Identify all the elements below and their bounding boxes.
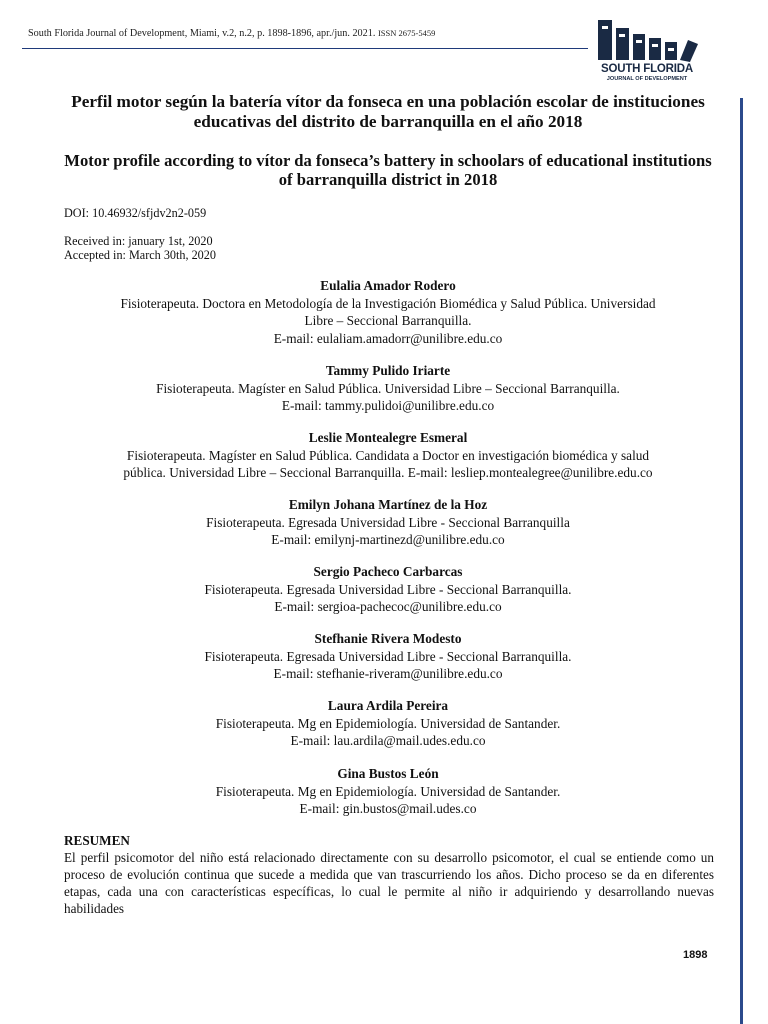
side-divider [740,98,743,1024]
abstract-heading: RESUMEN [64,833,130,848]
author-affiliation: pública. Universidad Libre – Seccional Barranquilla. E-mail: lesliep.montealegree@unilibre.edu.co [123,465,653,481]
author-affiliation: Fisioterapeuta. Egresada Universidad Libre - Seccional Barranquilla [206,514,570,530]
author-name: Emilyn Johana Martínez de la Hoz [288,497,488,512]
author-name: Tammy Pulido Iriarte [325,363,451,378]
author-block [60,277,716,347]
journal-header [28,28,498,39]
journal-issn: ISSN 2675-5459 [377,28,436,38]
author-name: Leslie Montealegre Esmeral [308,430,468,445]
author-email: E-mail: lau.ardila@mail.udes.edu.co [290,733,486,749]
author-name: Gina Bustos León [337,766,439,781]
author-email: E-mail: eulaliam.amadorr@unilibre.edu.co [273,330,503,346]
author-block [60,630,716,683]
author-block [60,765,716,818]
page-number: 1898 [683,949,708,961]
author-affiliation: Fisioterapeuta. Egresada Universidad Libre - Seccional Barranquilla. [204,648,572,664]
author-email: E-mail: emilynj-martinezd@unilibre.edu.co [271,532,505,548]
title-english: Motor profile according to vítor da fonseca’s battery in schoolars of educational institutions of barranquilla district in 2018 [64,151,712,189]
doi: DOI: 10.46932/sfjdv2n2-059 [64,206,207,220]
author-email: E-mail: tammy.pulidoi@unilibre.edu.co [281,398,495,414]
title-spanish: Perfil motor según la batería vítor da fonseca en una población escolar de instituciones educativas del distrito de barranquilla en el año 2018 [71,92,705,131]
author-block [60,563,716,616]
author-email: E-mail: stefhanie-riveram@unilibre.edu.co [273,666,503,682]
author-affiliation: Fisioterapeuta. Doctora en Metodología de la Investigación Biomédica y Salud Pública. Universidad [120,295,656,311]
author-email: E-mail: sergioa-pachecoc@unilibre.edu.co [274,599,502,615]
author-block [60,362,716,415]
author-affiliation: Libre – Seccional Barranquilla. [304,313,472,329]
author-affiliation: Fisioterapeuta. Magíster en Salud Pública. Candidata a Doctor en investigación biomédica y salud [126,447,650,463]
logo-brand-text: SOUTH FLORIDA [601,63,693,75]
author-block [60,496,716,549]
author-affiliation: Fisioterapeuta. Mg en Epidemiología. Universidad de Santander. [215,715,561,731]
logo-subtitle-text: JOURNAL OF DEVELOPMENT [606,76,688,82]
author-email: E-mail: gin.bustos@mail.udes.co [299,801,477,817]
header-divider [22,48,588,49]
journal-citation: South Florida Journal of Development, Miami, v.2, n.2, p. 1898-1896, apr./jun. 2021. [28,28,376,39]
author-affiliation: Fisioterapeuta. Magíster en Salud Pública. Universidad Libre – Seccional Barranquilla. [156,380,620,396]
author-affiliation: Fisioterapeuta. Egresada Universidad Libre - Seccional Barranquilla. [204,581,572,597]
author-block [60,697,716,750]
journal-logo [592,14,702,84]
author-affiliation: Fisioterapeuta. Mg en Epidemiología. Universidad de Santander. [215,783,561,799]
received-date: Received in: january 1st, 2020 [64,234,213,248]
author-name: Eulalia Amador Rodero [320,278,456,293]
abstract-body: El perfil psicomotor del niño está relacionado directamente con su desarrollo psicomotor, el cual se entiende como un proceso de evolución continua que sucede a medida que van trascurriendo los años. Dicho proceso se da en diferentes etapas, cada una con características específicas, lo cual le permite al niño ir adquiriendo y desarrollando nuevas habilidades [64,850,714,916]
author-name: Stefhanie Rivera Modesto [314,631,462,646]
books-logo-icon [592,14,702,64]
accepted-date: Accepted in: March 30th, 2020 [64,248,216,262]
abstract-section [64,832,714,917]
author-block [60,429,716,482]
author-name: Laura Ardila Pereira [327,698,449,713]
author-name: Sergio Pacheco Carbarcas [313,564,463,579]
